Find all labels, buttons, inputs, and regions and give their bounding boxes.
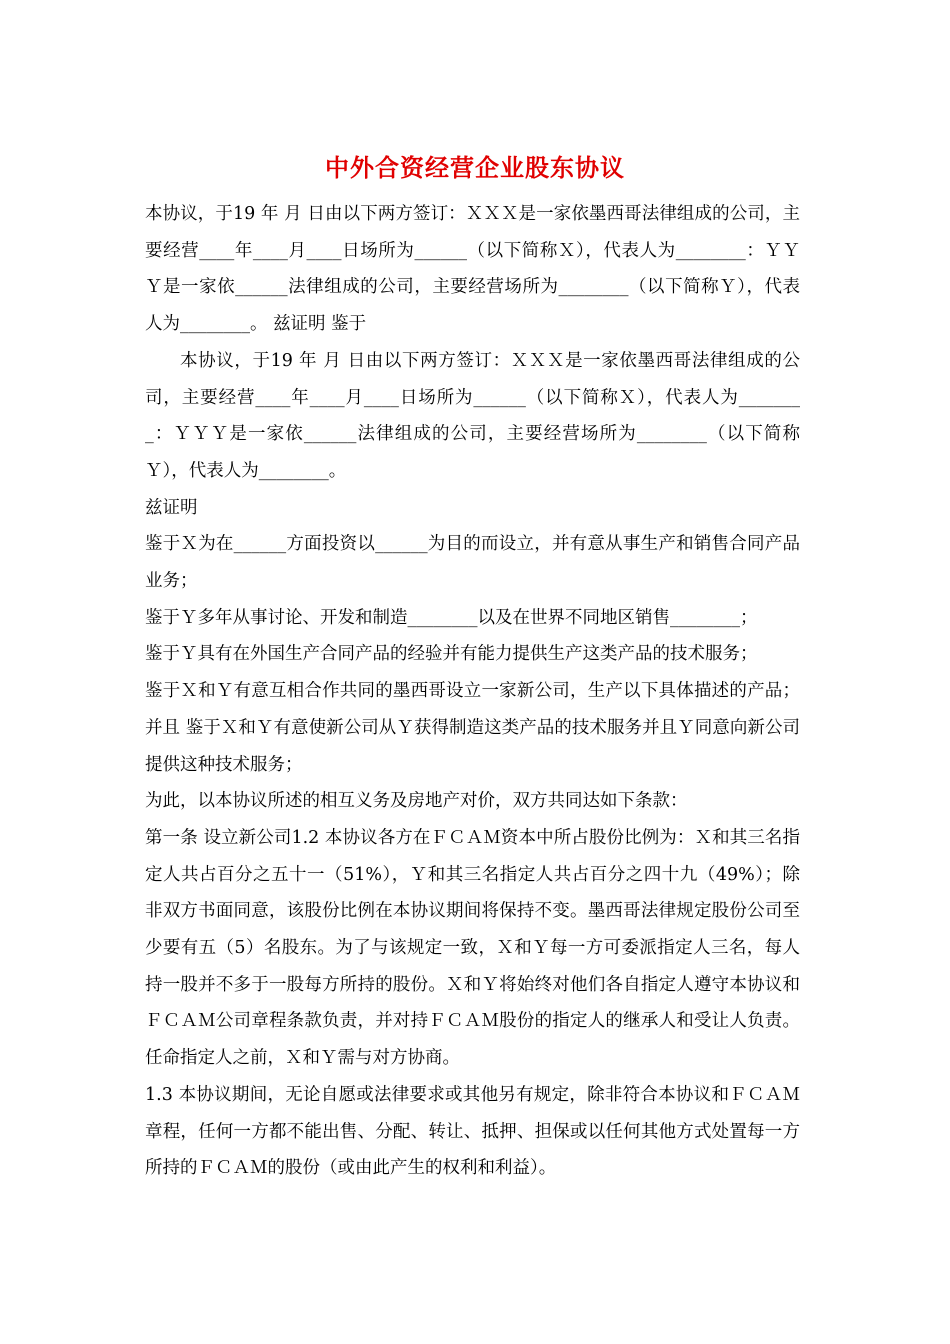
- paragraph: 兹证明: [145, 497, 198, 518]
- paragraph: 1.3 本协议期间，无论自愿或法律要求或其他另有规定，除非符合本协议和ＦＣＡＭ章程，任何一方都不能出售、分配、转让、抵押、担保或以任何其他方式处置每一方所持的ＦＣＡＭ的股份（或由此产生的权利和利益）。: [145, 1084, 800, 1179]
- document-body: [145, 196, 800, 1187]
- paragraph: 鉴于Ｙ多年从事讨论、开发和制造________以及在世界不同地区销售________；: [145, 607, 758, 628]
- paragraph: 本协议，于19 年 月 日由以下两方签订：ＸＸＸ是一家依墨西哥法律组成的公司，主要经营____年____月____日场所为______（以下简称Ｘ），代表人为________：ＹＹＹ是一家依______法律组成的公司，主要经营场所为________（以下简称Ｙ），代表人为________。: [145, 350, 800, 481]
- paragraph: 鉴于Ｘ为在______方面投资以______为目的而设立，并有意从事生产和销售合同产品业务；: [145, 534, 800, 592]
- document-title: 中外合资经营企业股东协议: [325, 153, 625, 182]
- paragraph: 第一条 设立新公司1.2 本协议各方在ＦＣＡＭ资本中所占股份比例为：Ｘ和其三名指定人共占百分之五十一（51%），Ｙ和其三名指定人共占百分之四十九（49%）；除非双方书面同意，该股份比例在本协议期间将保持不变。墨西哥法律规定股份公司至少要有五（5）名股东。为了与该规定一致，Ｘ和Ｙ每一方可委派指定人三名，每人持一股并不多于一股每方所持的股份。Ｘ和Ｙ将始终对他们各自指定人遵守本协议和ＦＣＡＭ公司章程条款负责，并对持ＦＣＡＭ股份的指定人的继承人和受让人负责。任命指定人之前，Ｘ和Ｙ需与对方协商。: [145, 827, 800, 1069]
- paragraph: 鉴于Ｘ和Ｙ有意互相合作共同的墨西哥设立一家新公司，生产以下具体描述的产品；并且 鉴于Ｘ和Ｙ有意使新公司从Ｙ获得制造这类产品的技术服务并且Ｙ同意向新公司提供这种技术服务；: [145, 681, 800, 775]
- paragraph: 鉴于Ｙ具有在外国生产合同产品的经验并有能力提供生产这类产品的技术服务；: [145, 644, 758, 665]
- paragraph: 本协议，于19 年 月 日由以下两方签订：ＸＸＸ是一家依墨西哥法律组成的公司，主要经营____年____月____日场所为______（以下简称Ｘ），代表人为________：ＹＹＹ是一家依______法律组成的公司，主要经营场所为________（以下简称Ｙ），代表人为________。 兹证明 鉴于: [145, 204, 800, 335]
- paragraph: 为此，以本协议所述的相互义务及房地产对价，双方共同达如下条款：: [145, 791, 688, 812]
